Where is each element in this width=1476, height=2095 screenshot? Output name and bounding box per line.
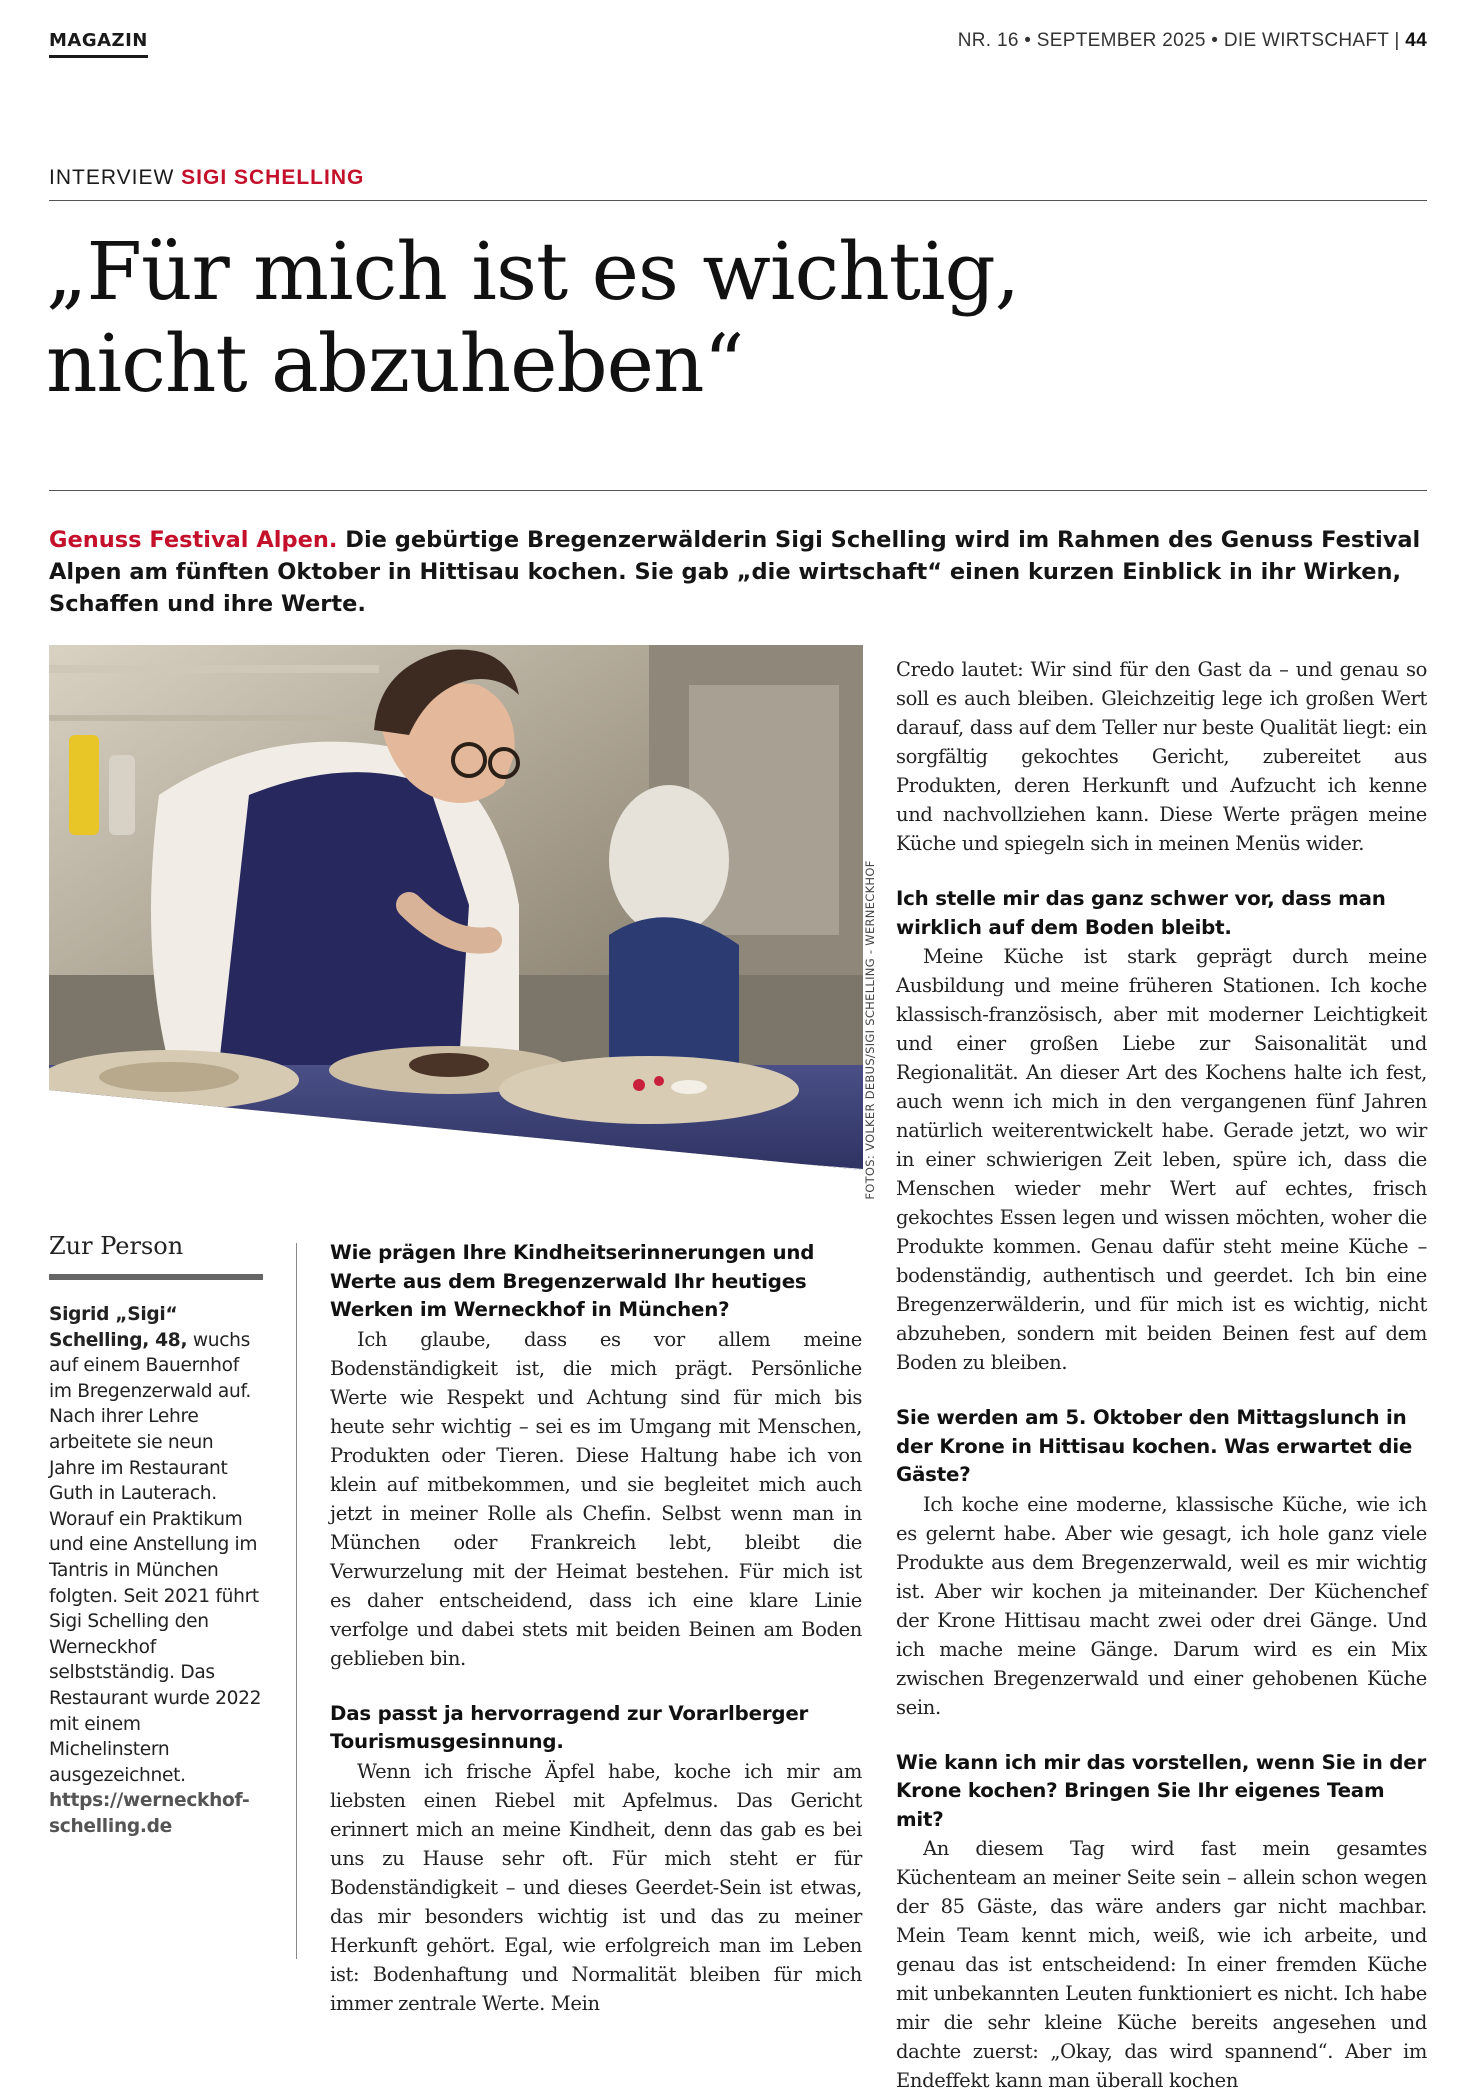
person-bio-text: wuchs auf einem Bauernhof im Bregenzerwald auf. Nach ihrer Lehre arbeitete sie neun Jahre im Restaurant Guth in Lauterach. Worauf ein Praktikum und eine Anstellung im Tantris in München folgten. Seit 2021 führt Sigi Schelling den Werneckhof selbstständig. Das Restaurant wurde 2022 mit einem Michelinstern ausgezeichnet.: [49, 1329, 262, 1786]
person-title: Zur Person: [49, 1232, 263, 1280]
answer-1: Ich glaube, dass es vor allem meine Bodenständigkeit ist, die mich prägt. Persönliche Werte wie Respekt und Achtung sind für mich bis heute sehr wichtig – sei es im Umgang mit Menschen, Produkten oder Tieren. Diese Haltung habe ich von klein auf mitbekommen, und sie begleitet mich auch jetzt in meiner Rolle als Chefin. Selbst wenn man in München oder Frankreich lebt, bleibt die Verwurzelung mit der Heimat bestehen. Für mich ist es daher entscheidend, dass ich eine klare Linie verfolge und dabei stets mit beiden Beinen am Boden geblieben bin.: [330, 1327, 862, 1670]
answer-3: Meine Küche ist stark geprägt durch meine Ausbildung und meine früheren Stationen. Ich koche klassisch-französisch, aber mit moderner Leichtigkeit und einer großen Liebe zur Saisonalität und Regionalität. An dieser Art des Kochens halte ich fest, auch wenn ich mich in den vergangenen fünf Jahren natürlich weiterentwickelt habe. Gerade jetzt, wo wir in einer schwierigen Zeit leben, spüre ich, dass die Menschen wieder mehr Wert auf echtes, frisch gekochtes Essen legen und wissen möchten, woher die Produkte kommen. Genau dafür steht meine Küche – bodenständig, authentisch und geerdet. Ich bin eine Bregenzerwälderin, und für mich ist es wichtig, nicht abzuheben, sondern mit beiden Beinen fest auf dem Boden zu bleiben.: [896, 945, 1427, 1374]
kicker-label: INTERVIEW: [49, 166, 175, 189]
person-info-box: [49, 1232, 263, 1839]
answer-2: Wenn ich frische Äpfel habe, koche ich mir am liebsten einen Riebel mit Apfelmus. Das Gericht erinnert mich an meine Kindheit, denn das gab es bei uns zu Hause sehr oft. Für mich steht er für Bodenständigkeit – und dieses Geerdet-Sein ist etwas, das mir besonders wichtig ist und das zu meiner Herkunft gehört. Egal, wie erfolgreich man im Leben ist: Bodenhaftung und Normalität bleiben für mich immer zentrale Werte. Mein: [330, 1759, 862, 2015]
person-website-link[interactable]: https://werneckhof-schelling.de: [49, 1790, 250, 1837]
top-divider: [49, 200, 1427, 201]
chef-photo: [49, 645, 863, 1170]
headline: [46, 226, 1346, 410]
lead-red: Genuss Festival Alpen.: [49, 527, 338, 553]
question-2: Das passt ja hervorragend zur Vorarlberger Tourismusgesinnung.: [330, 1701, 809, 1753]
headline-line-1: „Für mich ist es wichtig,: [46, 225, 1020, 318]
interview-column-middle: [330, 1239, 862, 2018]
column-divider: [296, 1243, 297, 1959]
question-4: Sie werden am 5. Oktober den Mittagslunch in der Krone in Hittisau kochen. Was erwartet die Gäste?: [896, 1406, 1413, 1486]
headline-divider: [49, 490, 1427, 491]
answer-4: Ich koche eine moderne, klassische Küche, wie ich es gelernt habe. Aber wie gesagt, ich hole ganz viele Produkte aus dem Bregenzerwald, weil es mir wichtig ist. Aber wir kochen ja miteinander. Der Küchenchef der Krone Hittisau macht zwei oder drei Gänge. Und ich mache meine Gänge. Darum wird es ein Mix zwischen Bregenzerwald und einer gehobenen Küche sein.: [896, 1492, 1427, 1719]
article-kicker: [49, 166, 364, 190]
page-number: 44: [1405, 30, 1427, 51]
lead-paragraph: [49, 524, 1427, 620]
person-name: Sigrid „Sigi“ Schelling, 48,: [49, 1304, 188, 1351]
answer-5: An diesem Tag wird fast mein gesamtes Küchenteam an meiner Seite sein – allein schon wegen der 85 Gäste, das wäre anders gar nicht machbar. Mein Team kennt mich, weiß, wie ich arbeite, und genau das ist entscheidend: In einer fremden Küche mit unbekannten Leuten funktioniert es nicht. Ich habe mir die sehr kleine Küche bereits angesehen und dachte zuerst: „Okay, das wird spannend“. Aber im Endeffekt kann man überall kochen: [896, 1837, 1427, 2092]
question-5: Wie kann ich mir das vorstellen, wenn Sie in der Krone kochen? Bringen Sie Ihr eigenes Team mit?: [896, 1750, 1427, 1831]
headline-line-2: nicht abzuheben“: [46, 317, 744, 410]
answer-2-continued: Credo lautet: Wir sind für den Gast da – und genau so soll es auch bleiben. Gleichzeitig lege ich großen Wert darauf, dass auf dem Teller nur beste Qualität liegt: ein sorgfältig gekochtes Gericht, zubereitet aus Produkten, deren Herkunft und Aufzucht ich kenne und nachvollziehen kann. Diese Werte prägen meine Küche und spiegeln sich in meinen Menüs wider.: [896, 658, 1427, 855]
issue-info: [958, 30, 1427, 52]
kicker-name: SIGI SCHELLING: [181, 166, 365, 189]
photo-credit: FOTOS: VOLKER DEBUS/SIGI SCHELLING - WERNECKHOF: [863, 860, 877, 1200]
question-1: Wie prägen Ihre Kindheitserinnerungen und Werte aus dem Bregenzerwald Ihr heutiges Werken im Werneckhof in München?: [330, 1241, 815, 1321]
interview-column-right: [896, 655, 1427, 2095]
lead-text: Die gebürtige Bregenzerwälderin Sigi Schelling wird im Rahmen des Genuss Festival Alpen am fünften Oktober in Hittisau kochen. Sie gab „die wirtschaft“ einen kurzen Einblick in ihr Wirken, Schaffen und ihre Werte.: [49, 527, 1421, 617]
issue-text: NR. 16 • SEPTEMBER 2025 • DIE WIRTSCHAFT |: [957, 30, 1400, 51]
person-bio: [49, 1302, 263, 1839]
section-label: MAGAZIN: [49, 30, 148, 58]
question-3: Ich stelle mir das ganz schwer vor, dass man wirklich auf dem Boden bleibt.: [896, 887, 1386, 939]
